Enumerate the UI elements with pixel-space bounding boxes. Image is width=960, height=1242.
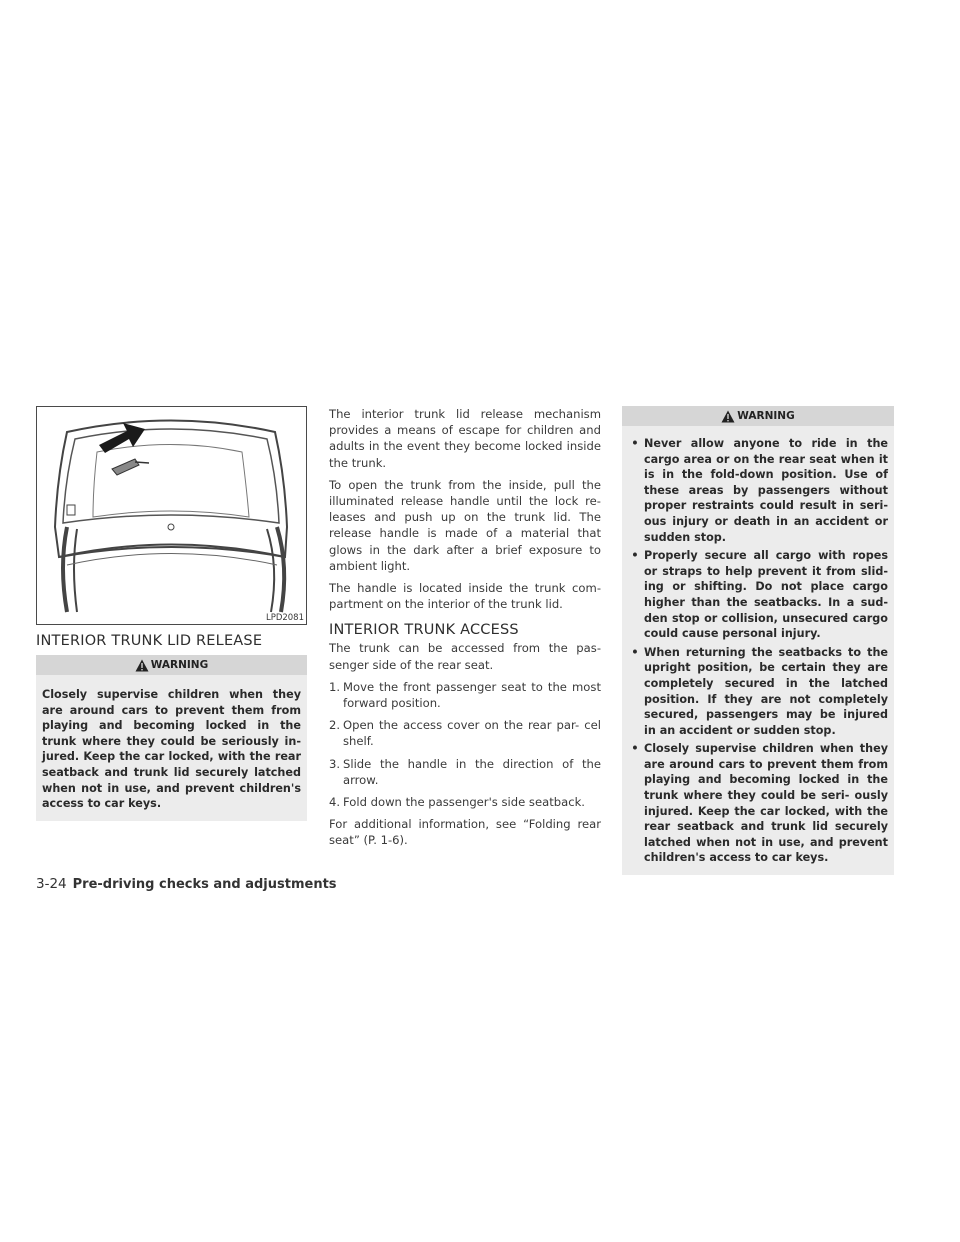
bullet: • bbox=[631, 645, 639, 659]
step-text: Fold down the passenger's side seatback. bbox=[343, 795, 585, 810]
warning-icon bbox=[721, 410, 735, 423]
warning-item bbox=[626, 548, 888, 642]
bullet: • bbox=[631, 549, 639, 563]
bullet: • bbox=[631, 437, 639, 450]
step-item bbox=[329, 717, 601, 749]
cross-reference: For additional information, see “Folding rear seat” (P. 1-6). bbox=[329, 817, 601, 848]
warning-text: Closely supervise children when they are around cars to prevent them from playing and becoming locked in the trunk where they could be seriously in- jured. Keep the car locked, with the rear seatback and trunk lid securely latched when not in use, and prevent children's access to car keys. bbox=[36, 675, 307, 821]
warning-header bbox=[622, 406, 894, 426]
warning-icon bbox=[135, 659, 149, 672]
middle-column bbox=[329, 406, 601, 855]
warning-label: WARNING bbox=[150, 659, 209, 671]
section-title-trunk-access: INTERIOR TRUNK ACCESS bbox=[329, 622, 519, 639]
left-column bbox=[36, 406, 307, 821]
paragraph: The trunk can be accessed from the pas- senger side of the rear seat. bbox=[329, 641, 601, 672]
warning-item-text: Never allow anyone to ride in the cargo area or on the rear seat when it is in the fold-down position. Use of these areas by passengers without proper restraints could result in seri- ous injury or death in an accident or sudden stop. bbox=[644, 437, 888, 544]
step-text: Slide the handle in the direction of the arrow. bbox=[343, 756, 601, 787]
step-number: 3. bbox=[329, 756, 341, 771]
step-item bbox=[329, 794, 601, 810]
section-title-trunk-lid-release: INTERIOR TRUNK LID RELEASE bbox=[36, 633, 263, 649]
paragraph: The handle is located inside the trunk com- partment on the interior of the trunk lid. bbox=[329, 581, 601, 612]
step-text: Open the access cover on the rear par- cel shelf. bbox=[343, 718, 601, 749]
step-text: Move the front passenger seat to the most forward position. bbox=[343, 679, 601, 711]
warning-item bbox=[626, 741, 888, 866]
page-number: 3-24 bbox=[36, 876, 67, 892]
page-footer bbox=[36, 876, 337, 892]
warning-item bbox=[626, 436, 888, 545]
warning-item-text: Properly secure all cargo with ropes or straps to help prevent it from slid- ing or shifting. Do not place cargo higher than the seatbacks. In a sud- den stop or collision, unsecured cargo could cause personal injury. bbox=[644, 549, 888, 641]
step-number: 1. bbox=[329, 679, 341, 694]
right-column bbox=[622, 406, 894, 875]
warning-label: WARNING bbox=[737, 410, 795, 422]
warning-box bbox=[622, 406, 894, 875]
warning-header bbox=[36, 655, 307, 675]
warning-item-text: When returning the seatbacks to the upright position, be certain they are completely secured in the latched position. If they are not completely secured, passengers may be injured in an accident or sudden stop. bbox=[644, 645, 888, 737]
figure-code: LPD2081 bbox=[265, 613, 304, 623]
chapter-title: Pre-driving checks and adjustments bbox=[72, 877, 337, 892]
paragraph: The interior trunk lid release mechanism provides a means of escape for children and adults in the event they become locked inside the trunk. bbox=[329, 407, 601, 470]
step-item bbox=[329, 679, 601, 711]
step-item bbox=[329, 756, 601, 788]
warning-item-text: Closely supervise children when they are around cars to prevent them from playing and becoming locked in the trunk where they could be seri- ously injured. Keep the car locked, with the rear seatback and trunk lid securely latched when not in use, and prevent children's access to car keys. bbox=[644, 742, 888, 865]
warning-box bbox=[36, 655, 307, 821]
bullet: • bbox=[631, 742, 639, 756]
trunk-lid-illustration bbox=[36, 406, 307, 625]
step-number: 4. bbox=[329, 795, 341, 810]
step-number: 2. bbox=[329, 718, 341, 733]
trunk-lid-drawing bbox=[37, 407, 306, 624]
paragraph: To open the trunk from the inside, pull the illuminated release handle until the lock re- leases and push up on the trunk lid. The release handle is made of a material that glows in the dark after a brief exposure to ambient light. bbox=[329, 477, 601, 573]
warning-item bbox=[626, 645, 888, 739]
warning-list bbox=[622, 426, 894, 875]
